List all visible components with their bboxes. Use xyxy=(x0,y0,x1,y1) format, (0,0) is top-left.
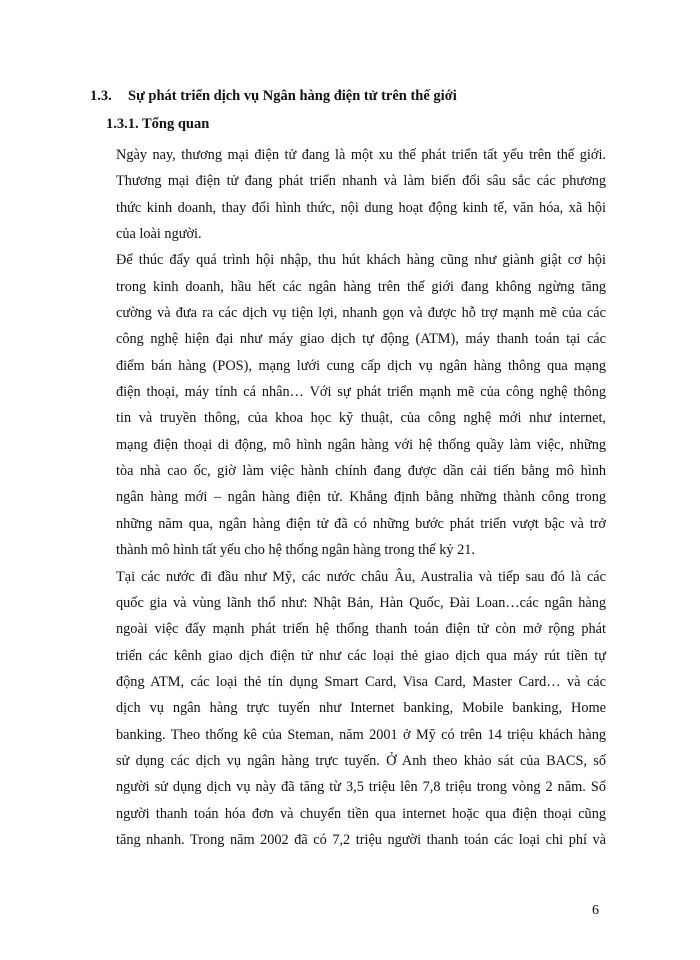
paragraph-2-line: công nghệ hiện đại như máy giao dịch tự động (ATM), máy thanh toán tại các xyxy=(116,331,606,348)
paragraph-2-line: tin và truyền thông, của khoa học kỹ thuật, của công nghệ mới như internet, xyxy=(116,410,606,427)
section-heading xyxy=(90,88,457,105)
paragraph-3-line: quốc gia và vùng lãnh thổ như: Nhật Bản, Hàn Quốc, Đài Loan…các ngân hàng xyxy=(116,594,606,611)
paragraph-3-line: dịch vụ ngân hàng trực tuyến như Internet banking, Mobile banking, Home xyxy=(116,700,606,717)
paragraph-3-line: người sử dụng dịch vụ này đã tăng từ 3,5 triệu lên 7,8 triệu trong vòng 2 năm. Số xyxy=(116,779,606,796)
section-number: 1.3. xyxy=(90,88,112,104)
paragraph-3-line: Tại các nước đi đầu như Mỹ, các nước châu Âu, Australia và tiếp sau đó là các xyxy=(116,568,606,585)
paragraph-3-line: ngoài việc đẩy mạnh phát triển hệ thống thanh toán điện tử còn mở rộng phát xyxy=(116,621,606,638)
paragraph-3-line: triển các kênh giao dịch điện tử như các loại thẻ giao dịch qua máy rút tiền tự xyxy=(116,647,606,664)
paragraph-2-line: tòa nhà cao ốc, giờ làm việc hành chính đang được dần cải tiến bằng mô hình xyxy=(116,463,606,480)
paragraph-1-line: Ngày nay, thương mại điện tử đang là một xu thế phát triển tất yếu trên thế giới. xyxy=(116,147,606,163)
paragraph-2-line: Để thúc đẩy quá trình hội nhập, thu hút khách hàng cũng như giành giật cơ hội xyxy=(116,252,606,269)
paragraph-2-line: điểm bán hàng (POS), mạng lưới cung cấp dịch vụ ngân hàng thông qua mạng xyxy=(116,357,606,374)
paragraph-1-line: Thương mại điện tử đang phát triển nhanh và làm biến đổi sâu sắc các phương xyxy=(116,173,606,190)
paragraph-2-line: điện thoại, máy tính cá nhân… Với sự phát triển mạnh mẽ của công nghệ thông xyxy=(116,384,606,401)
paragraph-3-line: động ATM, các loại thẻ tín dụng Smart Card, Visa Card, Master Card… và các xyxy=(116,673,606,690)
paragraph-3-line: tăng nhanh. Trong năm 2002 đã có 7,2 triệu người thanh toán các loại chi phí và xyxy=(116,831,606,848)
paragraph-1-line: của loài người. xyxy=(116,226,202,243)
paragraph-1-line: thức kinh doanh, thay đổi hình thức, nội dung hoạt động kinh tế, văn hóa, xã hội xyxy=(116,199,606,216)
paragraph-2-line: cường và đưa ra các dịch vụ tiện lợi, nhanh gọn và được hỗ trợ mạnh mẽ của các xyxy=(116,305,606,322)
paragraph-2-line: những năm qua, ngân hàng điện tử đã có những bước phát triển vượt bậc và trở xyxy=(116,515,606,532)
page-number: 6 xyxy=(592,903,599,918)
body-text xyxy=(116,142,606,853)
paragraph-3-line: banking. Theo thống kê của Steman, năm 2001 ở Mỹ có trên 14 triệu khách hàng xyxy=(116,726,606,743)
paragraph-2-line: ngân hàng mới – ngân hàng điện tử. Khẳng định bằng những thành công trong xyxy=(116,489,606,506)
paragraph-3-line: sử dụng các dịch vụ ngân hàng trực tuyến. Ở Anh theo khảo sát của BACS, số xyxy=(116,752,606,769)
section-title: Sự phát triển dịch vụ Ngân hàng điện tử trên thế giới xyxy=(128,88,457,104)
paragraph-2-line: trong kinh doanh, hầu hết các ngân hàng trên thế giới đang không ngừng tăng xyxy=(116,278,606,295)
paragraph-2-line: mạng điện thoại di động, mô hình ngân hàng với hệ thống quầy làm việc, những xyxy=(116,436,606,453)
paragraph-3-line: người thanh toán hóa đơn và chuyển tiền qua internet hoặc qua điện thoại cũng xyxy=(116,805,606,822)
subsection-heading: 1.3.1. Tổng quan xyxy=(106,116,210,132)
paragraph-2-line: thành mô hình tất yếu cho hệ thống ngân hàng trong thế kỷ 21. xyxy=(116,542,475,559)
